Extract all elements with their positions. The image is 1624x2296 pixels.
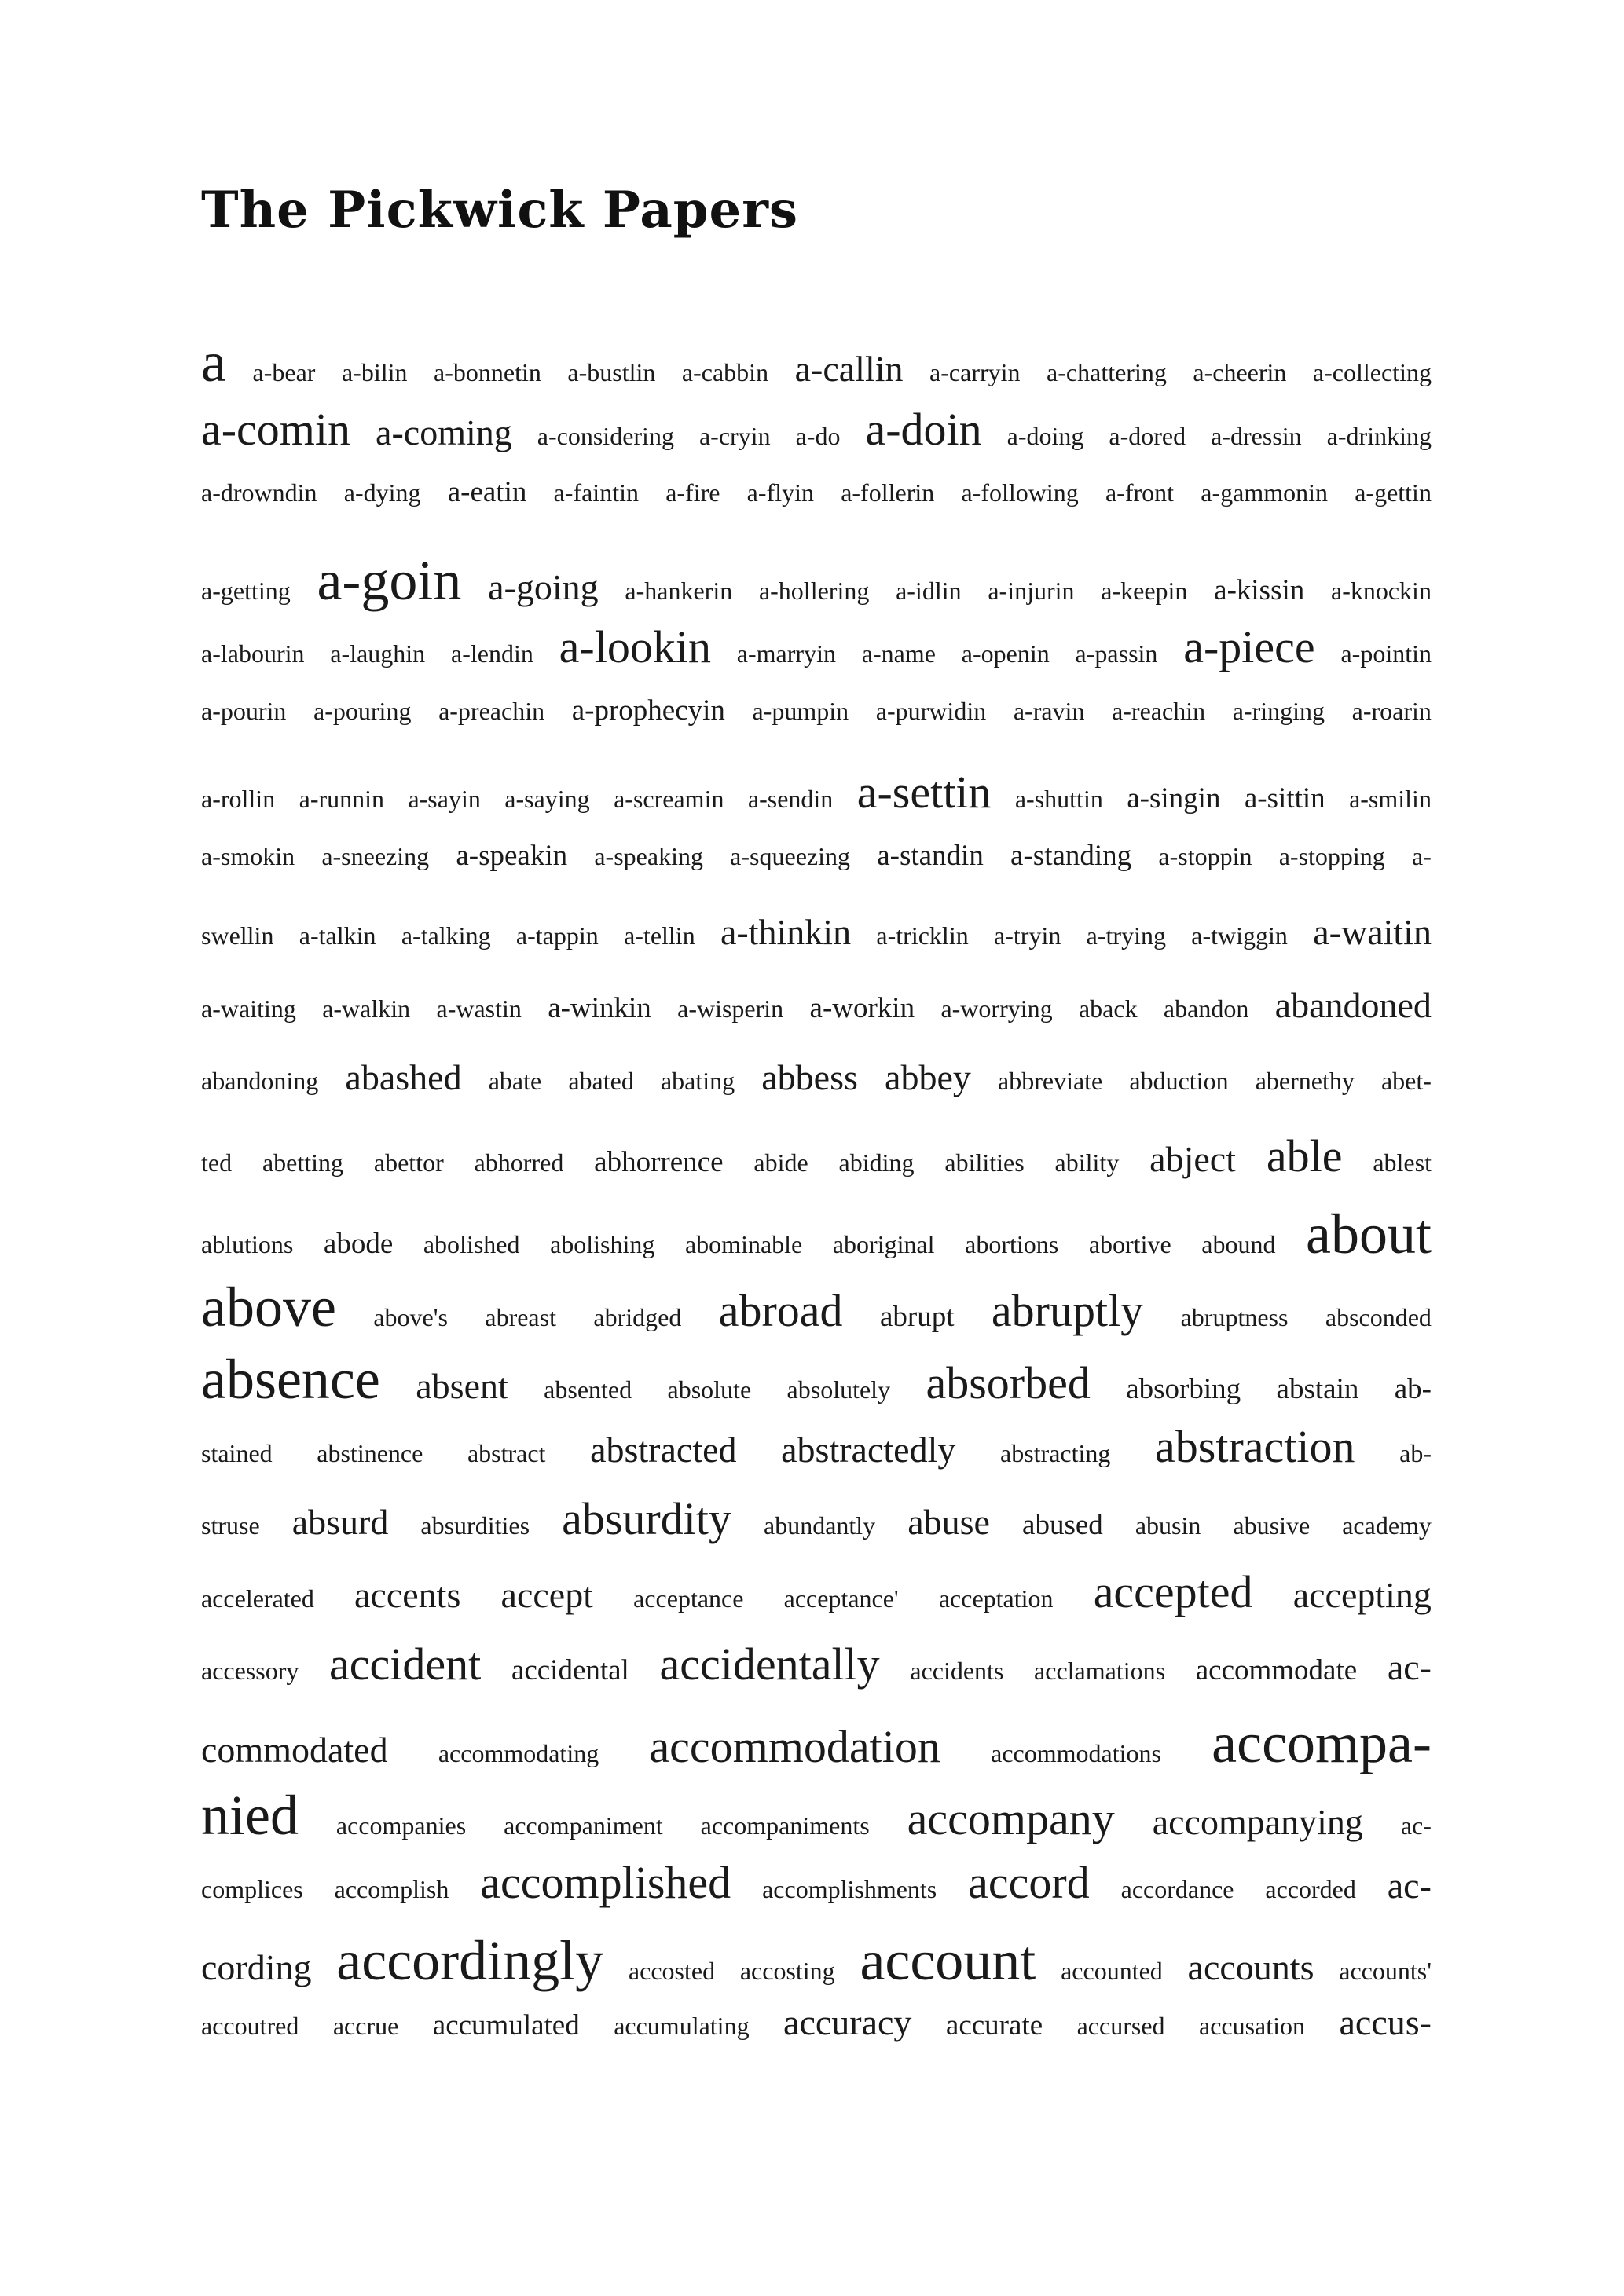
text-line	[201, 911, 1432, 984]
word: a-ravin	[1013, 696, 1085, 725]
page-title: The Pickwick Papers	[201, 181, 798, 240]
word: a-labourin	[201, 639, 305, 668]
word: abating	[660, 1067, 735, 1095]
word: absolutely	[786, 1375, 891, 1404]
word: a-idlin	[896, 576, 962, 605]
word: a-sittin	[1244, 782, 1325, 815]
word: accomplished	[480, 1856, 731, 1908]
word: accounted	[1061, 1957, 1163, 1985]
word: abreast	[485, 1302, 556, 1331]
word: a-faintin	[553, 478, 639, 507]
text-line	[201, 475, 1432, 548]
word: accents	[354, 1574, 461, 1615]
word: a-settin	[856, 767, 992, 818]
word: abiding	[838, 1148, 915, 1177]
word: abilities	[944, 1148, 1025, 1177]
text-line	[201, 1202, 1432, 1275]
word: a-bilin	[341, 358, 408, 386]
word: a-front	[1105, 478, 1175, 507]
word: a-gettin	[1355, 478, 1432, 507]
word: a-tricklin	[876, 921, 969, 950]
word: accident	[329, 1639, 482, 1690]
word: a-name	[861, 639, 936, 668]
word: abandon	[1163, 994, 1249, 1023]
word: a-lendin	[451, 639, 533, 668]
word: absconded	[1325, 1302, 1432, 1331]
text-line	[201, 839, 1432, 912]
word: a-doin	[865, 403, 982, 455]
word: accomplish	[334, 1874, 449, 1903]
text-line	[201, 1347, 1432, 1420]
word: absence	[201, 1348, 380, 1411]
word: a-laughin	[330, 639, 426, 668]
text-line	[201, 2001, 1432, 2074]
word: a-comin	[201, 403, 351, 455]
word: a-standing	[1010, 839, 1132, 872]
word: a-piece	[1183, 621, 1315, 672]
word: a-pointin	[1340, 639, 1432, 668]
word: accounts	[1187, 1947, 1314, 1987]
word: ablutions	[201, 1230, 294, 1258]
word: a-passin	[1075, 639, 1158, 668]
word: accommodation	[649, 1720, 940, 1772]
word: a-ringing	[1232, 696, 1325, 725]
word: accidentally	[659, 1639, 880, 1690]
word: a-dying	[343, 478, 421, 507]
word: accusation	[1198, 2011, 1306, 2040]
word: ted	[201, 1148, 233, 1177]
word: commodated	[201, 1729, 388, 1770]
word: a-waiting	[201, 994, 296, 1023]
word: a-speaking	[594, 841, 703, 870]
word: abhorred	[474, 1148, 564, 1177]
word: accommodating	[438, 1738, 599, 1767]
word: a-singin	[1127, 782, 1221, 815]
word: accorded	[1265, 1874, 1356, 1903]
word: accommodate	[1195, 1654, 1358, 1686]
word: a-cabbin	[681, 358, 769, 386]
word: a-purwidin	[875, 696, 987, 725]
text-line	[201, 1130, 1432, 1203]
word: a-lookin	[559, 621, 711, 672]
word: a-tellin	[624, 921, 695, 950]
word: abashed	[345, 1057, 462, 1097]
word: a-waitin	[1313, 912, 1432, 952]
word: a-considering	[537, 421, 674, 450]
word: acceptance'	[783, 1584, 899, 1613]
word: accuracy	[783, 2001, 912, 2042]
word: absorbed	[926, 1357, 1091, 1408]
word: absurd	[291, 1502, 389, 1542]
word: accurate	[945, 2009, 1043, 2041]
text-line	[201, 694, 1432, 767]
word: abbess	[761, 1057, 858, 1097]
word: a-openin	[961, 639, 1050, 668]
word: a-fire	[665, 478, 720, 507]
word: abhorrence	[594, 1145, 724, 1178]
text-line	[201, 1783, 1432, 1856]
word: abstinence	[317, 1438, 423, 1467]
word: a-reachin	[1112, 696, 1206, 725]
word: abettor	[373, 1148, 444, 1177]
word: accessory	[201, 1657, 299, 1685]
word: a	[201, 331, 226, 394]
word: accumulating	[614, 2011, 750, 2040]
word: abbey	[885, 1057, 971, 1097]
word: a-hollering	[758, 576, 870, 605]
word: abetting	[262, 1148, 344, 1177]
word: a-preachin	[438, 696, 545, 725]
word: accomplishments	[762, 1874, 937, 1903]
word: nied	[201, 1784, 299, 1847]
word: aback	[1078, 994, 1138, 1023]
word: a-dored	[1109, 421, 1186, 450]
word: a-carryin	[929, 358, 1021, 386]
word: accosted	[628, 1957, 716, 1985]
word: complices	[201, 1874, 303, 1903]
text-line	[201, 1856, 1432, 1929]
text-line	[201, 548, 1432, 621]
word: a-pumpin	[752, 696, 849, 725]
word: a-shuttin	[1014, 785, 1103, 813]
word: a-twiggin	[1191, 921, 1288, 950]
word: a-rollin	[201, 785, 276, 813]
text-line	[201, 1928, 1432, 2001]
word: abstractedly	[781, 1429, 956, 1470]
text-line	[201, 330, 1432, 403]
word: accursed	[1076, 2011, 1165, 2040]
word: accompa-	[1212, 1711, 1432, 1774]
word: a-smokin	[201, 841, 295, 870]
word: abortive	[1088, 1230, 1171, 1258]
word: abound	[1201, 1230, 1276, 1258]
text-line	[201, 1056, 1432, 1130]
word: a-hankerin	[625, 576, 733, 605]
word: a-kissin	[1214, 573, 1305, 606]
text-line	[201, 1492, 1432, 1565]
word: a-standin	[877, 839, 984, 872]
word: ab-	[1394, 1373, 1432, 1405]
word: a-saying	[504, 785, 590, 813]
word: abbreviate	[998, 1067, 1103, 1095]
word: a-	[1412, 841, 1432, 870]
word: abet-	[1380, 1067, 1432, 1095]
word: a-tappin	[515, 921, 599, 950]
word: a-goin	[317, 548, 462, 612]
word: accept	[500, 1574, 593, 1615]
word: about	[1306, 1203, 1432, 1265]
word: a-gammonin	[1201, 478, 1328, 507]
word: ac-	[1387, 1647, 1432, 1687]
text-line	[201, 621, 1432, 694]
word: accidents	[910, 1657, 1004, 1685]
word: a-tryin	[994, 921, 1061, 950]
word: a-sayin	[408, 785, 481, 813]
word: accordance	[1120, 1874, 1234, 1903]
word: a-dressin	[1211, 421, 1302, 450]
word: ability	[1054, 1148, 1120, 1177]
word: a-stoppin	[1158, 841, 1252, 870]
text-line	[201, 1275, 1432, 1348]
word: a-chattering	[1047, 358, 1167, 386]
word: abandoning	[201, 1067, 319, 1095]
word: abusive	[1233, 1511, 1311, 1540]
word: a-follerin	[841, 478, 935, 507]
word: a-injurin	[988, 576, 1075, 605]
word: accumulated	[432, 2009, 580, 2041]
text-line	[201, 1638, 1432, 1711]
word: absolute	[667, 1375, 752, 1404]
word: ablest	[1373, 1148, 1432, 1177]
word: a-knockin	[1330, 576, 1432, 605]
word: a-coming	[376, 412, 512, 452]
word: absent	[416, 1366, 508, 1406]
word: a-doing	[1006, 421, 1084, 450]
word: accompanying	[1152, 1802, 1363, 1842]
text-line	[201, 403, 1432, 476]
word: a-pouring	[313, 696, 412, 725]
word: a-collecting	[1312, 358, 1432, 386]
word: a-talking	[401, 921, 491, 950]
word: accepted	[1093, 1565, 1253, 1617]
word: a-bonnetin	[434, 358, 541, 386]
word: struse	[201, 1511, 260, 1540]
word: a-runnin	[299, 785, 385, 813]
word: accounts'	[1339, 1957, 1432, 1985]
word: accompaniments	[700, 1811, 870, 1840]
word: ab-	[1399, 1438, 1432, 1467]
word: abstraction	[1155, 1420, 1355, 1472]
word: accelerated	[201, 1584, 314, 1613]
text-line	[201, 1565, 1432, 1639]
word: accompaniment	[504, 1811, 663, 1840]
word: account	[860, 1929, 1036, 1992]
word: a-wastin	[436, 994, 522, 1023]
word: a-cheerin	[1193, 358, 1287, 386]
word: accidental	[511, 1654, 629, 1686]
word-cloud	[201, 330, 1432, 2074]
word: acceptance	[633, 1584, 744, 1613]
word: abolishing	[550, 1230, 655, 1258]
word: abrupt	[879, 1300, 955, 1333]
word: abduction	[1129, 1067, 1229, 1095]
word: abernethy	[1255, 1067, 1355, 1095]
word: a-walkin	[322, 994, 411, 1023]
word: a-wisperin	[677, 994, 784, 1023]
word: a-drowndin	[201, 478, 317, 507]
word: abroad	[718, 1284, 843, 1336]
word: abruptness	[1180, 1302, 1289, 1331]
word: a-getting	[201, 576, 291, 605]
word: a-eatin	[447, 476, 527, 508]
word: acclamations	[1034, 1657, 1166, 1685]
word: a-keepin	[1101, 576, 1188, 605]
word: accord	[968, 1856, 1090, 1908]
word: stained	[201, 1438, 273, 1467]
word: abridged	[593, 1302, 682, 1331]
word: absented	[544, 1375, 632, 1404]
word: a-following	[961, 478, 1079, 507]
word: abide	[753, 1148, 808, 1177]
word: acceptation	[938, 1584, 1054, 1613]
word: abstracting	[1000, 1438, 1111, 1467]
word: abstracted	[590, 1429, 737, 1470]
word: accepting	[1292, 1574, 1432, 1615]
word: accoutred	[201, 2011, 299, 2040]
word: a-callin	[794, 349, 904, 389]
word: a-winkin	[548, 991, 651, 1024]
word: absurdities	[420, 1511, 530, 1540]
word: abominable	[684, 1230, 803, 1258]
word: accommodations	[991, 1738, 1161, 1767]
word: accompanies	[335, 1811, 467, 1840]
word: abused	[1022, 1509, 1103, 1541]
word: abstain	[1276, 1373, 1359, 1405]
word: accrue	[332, 2011, 399, 2040]
text-line	[201, 1711, 1432, 1784]
word: absurdity	[562, 1493, 731, 1544]
word: accordingly	[336, 1929, 604, 1992]
word: a-do	[795, 421, 841, 450]
word: a-bustlin	[567, 358, 656, 386]
word: a-flyin	[746, 478, 814, 507]
word: above's	[373, 1302, 448, 1331]
word: abortions	[965, 1230, 1059, 1258]
word: a-bear	[252, 358, 316, 386]
word: ac-	[1387, 1865, 1432, 1906]
word: a-workin	[809, 991, 915, 1024]
word: a-prophecyin	[571, 694, 725, 727]
word: a-marryin	[736, 639, 836, 668]
word: academy	[1342, 1511, 1432, 1540]
word: a-sendin	[747, 785, 834, 813]
word: a-thinkin	[720, 912, 852, 952]
word: a-pourin	[201, 696, 287, 725]
word: abstract	[467, 1438, 546, 1467]
word: abode	[323, 1228, 394, 1260]
word: abusin	[1135, 1511, 1201, 1540]
word: a-roarin	[1351, 696, 1432, 725]
word: a-talkin	[299, 921, 376, 950]
word: a-drinking	[1326, 421, 1432, 450]
word: swellin	[201, 921, 274, 950]
word: abated	[568, 1067, 634, 1095]
word: accosting	[739, 1957, 835, 1985]
word: abject	[1149, 1138, 1236, 1179]
word: absorbing	[1126, 1373, 1241, 1405]
word: a-trying	[1086, 921, 1166, 950]
text-line	[201, 1420, 1432, 1493]
word: abruptly	[991, 1284, 1144, 1336]
word: a-stopping	[1278, 841, 1385, 870]
word: abolished	[423, 1230, 520, 1258]
word: able	[1266, 1130, 1343, 1181]
word: a-cryin	[698, 421, 771, 450]
word: abandoned	[1274, 984, 1432, 1025]
word: a-going	[488, 566, 599, 607]
word: abundantly	[763, 1511, 876, 1540]
word: accompany	[907, 1793, 1115, 1844]
word: a-worrying	[940, 994, 1053, 1023]
text-line	[201, 766, 1432, 839]
text-line	[201, 984, 1432, 1057]
word: accus-	[1339, 2001, 1432, 2042]
word: a-screamin	[614, 785, 724, 813]
word: a-squeezing	[730, 841, 850, 870]
word: aboriginal	[832, 1230, 935, 1258]
word: abate	[488, 1067, 542, 1095]
word: above	[201, 1275, 336, 1338]
word: a-sneezing	[321, 841, 430, 870]
word: abuse	[907, 1502, 990, 1542]
word: cording	[201, 1947, 312, 1987]
word: a-speakin	[456, 839, 568, 872]
word: a-smilin	[1349, 785, 1432, 813]
word: ac-	[1400, 1811, 1432, 1840]
